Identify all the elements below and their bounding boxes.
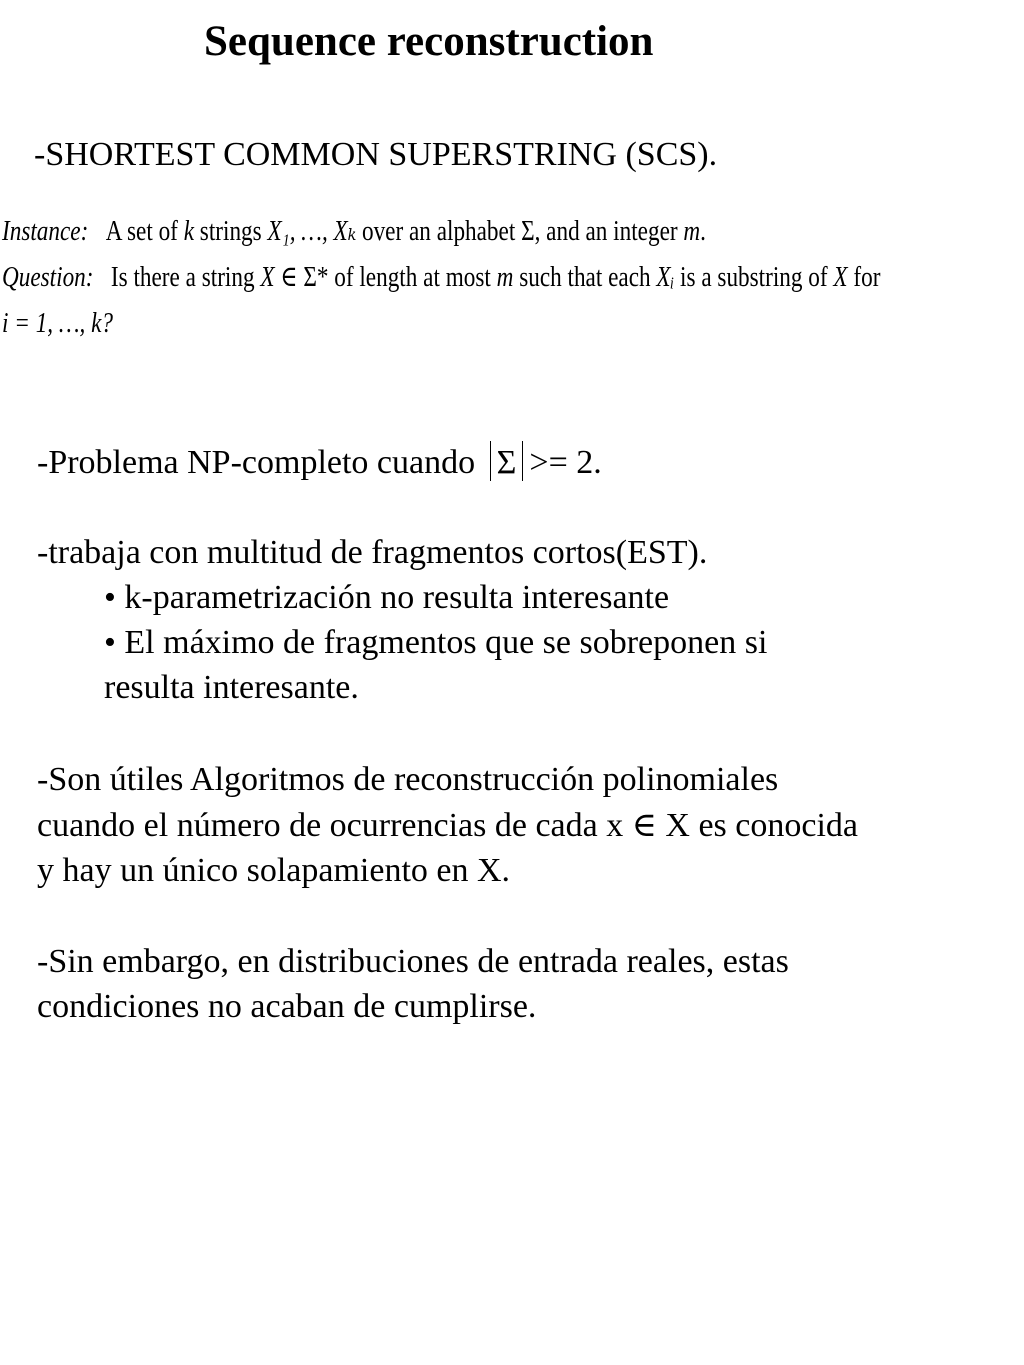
problem-definition	[2, 208, 1020, 346]
question-m: m	[496, 261, 514, 293]
question-text-2: of length at most	[334, 261, 497, 293]
sin-embargo-line-1: -Sin embargo, en distribuciones de entrada reales, estas	[37, 943, 789, 980]
instance-vars: X₁, …, Xₖ	[267, 215, 357, 247]
np-complete-line	[37, 440, 602, 485]
bullet-1: • k-parametrización no resulta interesante	[104, 579, 670, 616]
question-xi: Xᵢ	[656, 261, 675, 293]
sin-embargo-line-2: condiciones no acaban de cumplirse.	[37, 988, 537, 1025]
bullet-2-cont: resulta interesante.	[104, 669, 359, 706]
abs-bar-right	[522, 441, 523, 481]
instance-m: m	[683, 215, 701, 247]
son-utiles-line-1: -Son útiles Algoritmos de reconstrucción polinomiales	[37, 761, 779, 798]
question-label: Question:	[2, 261, 94, 293]
instance-k: k	[183, 215, 194, 247]
instance-line	[2, 208, 1020, 254]
son-utiles-line-3: y hay un único solapamiento en X.	[37, 852, 511, 889]
question-in: ∈ Σ*	[274, 261, 335, 293]
bullet-2: • El máximo de fragmentos que se sobreponen si	[104, 624, 768, 661]
instance-label: Instance:	[2, 215, 89, 247]
son-utiles-line-2: cuando el número de ocurrencias de cada x ∈ X es conocida	[37, 807, 858, 844]
instance-end: .	[700, 215, 706, 247]
question-line	[2, 254, 1020, 300]
trabaja-line: -trabaja con multitud de fragmentos cortos(EST).	[37, 534, 708, 571]
question-text-1: Is there a string	[110, 261, 261, 293]
question-line-2: i = 1, …, k?	[2, 307, 114, 339]
instance-text-1: A set of	[105, 215, 184, 247]
instance-text-3: over an alphabet Σ, and an integer	[356, 215, 684, 247]
instance-text-2: strings	[194, 215, 268, 247]
question-text-5: for	[847, 261, 881, 293]
question-x2: X	[833, 261, 848, 293]
question-text-4: is a substring of	[674, 261, 834, 293]
sigma-symbol: Σ	[496, 444, 517, 481]
np-text-end: >= 2.	[529, 444, 602, 481]
problem-heading: -SHORTEST COMMON SUPERSTRING (SCS).	[34, 136, 718, 173]
slide-title: Sequence reconstruction	[204, 18, 654, 65]
abs-bar-left	[490, 441, 491, 481]
np-text: -Problema NP-completo cuando	[37, 444, 484, 481]
question-text-3: such that each	[513, 261, 657, 293]
question-x: X	[260, 261, 275, 293]
